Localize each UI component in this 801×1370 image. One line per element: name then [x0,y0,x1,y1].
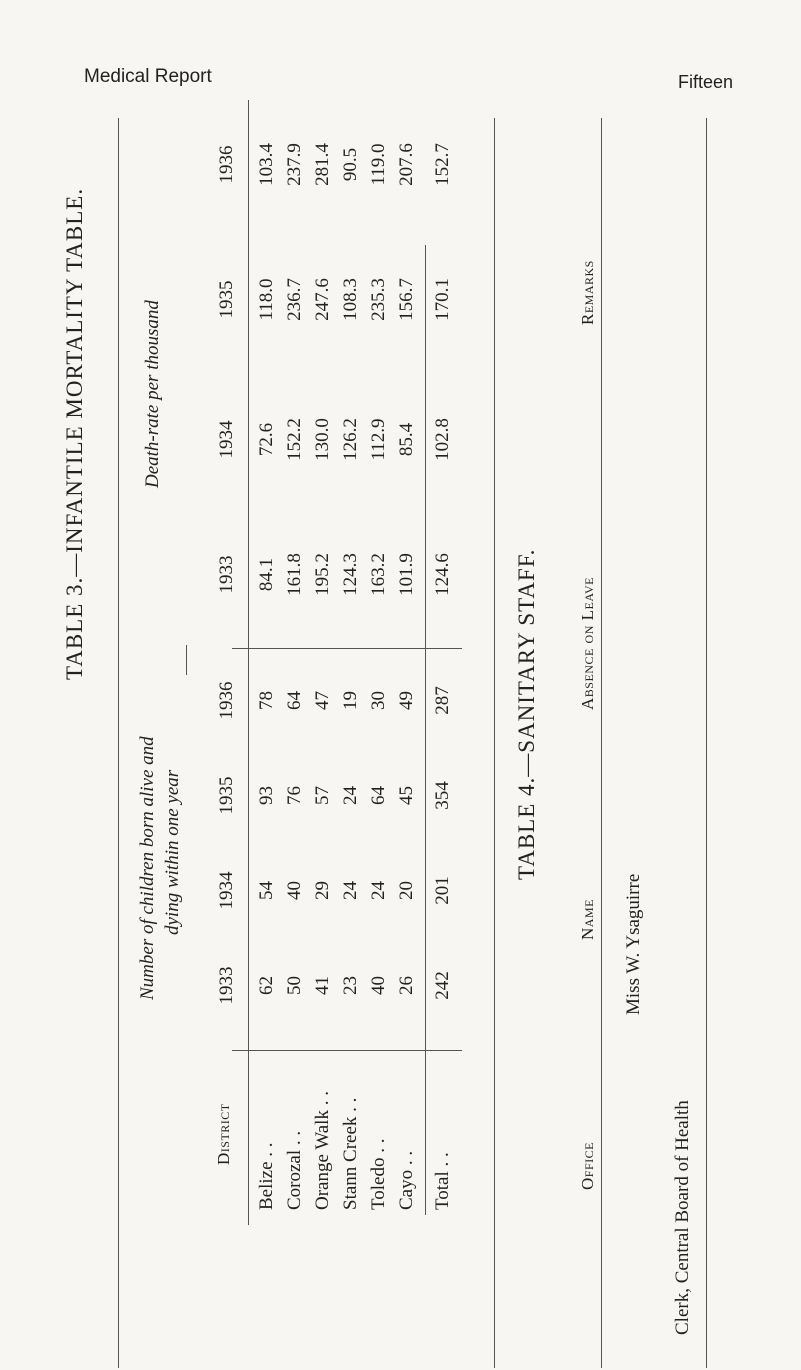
district-heading: District [214,1103,233,1165]
numbers-heading-line1: Number of children born alive and [137,736,158,1000]
table-cell: 50 [284,976,305,995]
district-cayo: Cayo . . [396,1150,417,1210]
total-cell: 201 [432,876,453,905]
table-cell: 40 [284,881,305,900]
table-cell: 30 [368,691,389,710]
table-cell: 156.7 [396,278,417,321]
table-cell: 163.2 [368,553,389,596]
table-cell: 118.0 [256,278,277,321]
table4-header-rule [601,118,602,1368]
table-cell: 64 [368,786,389,805]
table4-right-rule [706,118,707,1368]
num-year-1933: 1933 [216,966,237,1005]
remarks-heading: Remarks [578,260,597,325]
num-year-1934: 1934 [216,871,237,910]
table4-title: TABLE 4.—SANITARY STAFF. [514,548,539,880]
num-year-1935: 1935 [216,776,237,815]
office-heading: Office [578,1142,597,1190]
table3-total-rule [425,245,426,1215]
table-cell: 84.1 [256,557,277,592]
rate-heading: Death-rate per thousand [142,300,163,488]
table3-left-rule [118,118,119,1368]
table-cell: 24 [368,881,389,900]
table4-left-rule [494,118,495,1368]
table-cell: 41 [312,976,333,995]
table-cell: 126.2 [340,418,361,461]
table-cell: 207.6 [396,143,417,186]
numbers-heading-line2: dying within one year [162,769,183,935]
table-cell: 24 [340,881,361,900]
table-cell: 152.2 [284,418,305,461]
table-cell: 119.0 [368,143,389,186]
table-cell: 19 [340,691,361,710]
table-cell: 26 [396,976,417,995]
total-cell: 354 [432,781,453,810]
table-cell: 76 [284,786,305,805]
table-cell: 23 [340,976,361,995]
table-cell: 103.4 [256,143,277,186]
table-cell: 78 [256,691,277,710]
table-cell: 247.6 [312,278,333,321]
table-cell: 101.9 [396,553,417,596]
table-cell: 124.3 [340,553,361,596]
table-cell: 47 [312,691,333,710]
num-year-1936: 1936 [216,681,237,720]
table-cell: 161.8 [284,553,305,596]
table-cell: 90.5 [340,147,361,182]
rate-year-1936: 1936 [216,145,237,184]
table-cell: 57 [312,786,333,805]
table-cell: 93 [256,786,277,805]
table-cell: 40 [368,976,389,995]
table-cell: 54 [256,881,277,900]
table3-title: TABLE 3.—INFANTILE MORTALITY TABLE. [62,187,87,680]
table-cell: 64 [284,691,305,710]
district-corozal: Corozal . . [284,1130,305,1210]
total-cell: 152.7 [432,143,453,186]
table-cell: 281.4 [312,143,333,186]
table-cell: 29 [312,881,333,900]
table-cell: 235.3 [368,278,389,321]
staff-office: Clerk, Central Board of Health [672,1100,693,1335]
table-cell: 20 [396,881,417,900]
district-stann-creek: Stann Creek . . [340,1097,361,1210]
total-cell: 124.6 [432,553,453,596]
total-cell: 242 [432,971,453,1000]
total-cell: 102.8 [432,418,453,461]
numbers-rates-divider [232,648,462,649]
name-heading: Name [578,899,597,940]
rate-year-1935: 1935 [216,280,237,319]
page-header-left: Medical Report [84,66,212,87]
rate-year-1934: 1934 [216,420,237,459]
total-cell: 170.1 [432,278,453,321]
rate-year-1933: 1933 [216,555,237,594]
table-cell: 112.9 [368,418,389,461]
table-cell: 236.7 [284,278,305,321]
table-cell: 108.3 [340,278,361,321]
staff-name: Miss W. Ysaguirre [623,873,644,1015]
table3-col-rule [248,100,249,1225]
district-belize: Belize . . [256,1142,277,1210]
district-divider [232,1050,462,1051]
table-cell: 45 [396,786,417,805]
district-orange-walk: Orange Walk . . [312,1091,333,1210]
table3-header-rule [186,645,187,675]
table-cell: 49 [396,691,417,710]
table-cell: 72.6 [256,422,277,457]
district-toledo: Toledo . . [368,1138,389,1210]
table-cell: 195.2 [312,553,333,596]
absence-heading: Absence on Leave [578,577,597,710]
table-cell: 130.0 [312,418,333,461]
table-cell: 62 [256,976,277,995]
district-total: Total . . [432,1152,453,1210]
table-cell: 237.9 [284,143,305,186]
table-cell: 24 [340,786,361,805]
total-cell: 287 [432,686,453,715]
page-header-right: Fifteen [678,72,734,92]
table-cell: 85.4 [396,422,417,457]
